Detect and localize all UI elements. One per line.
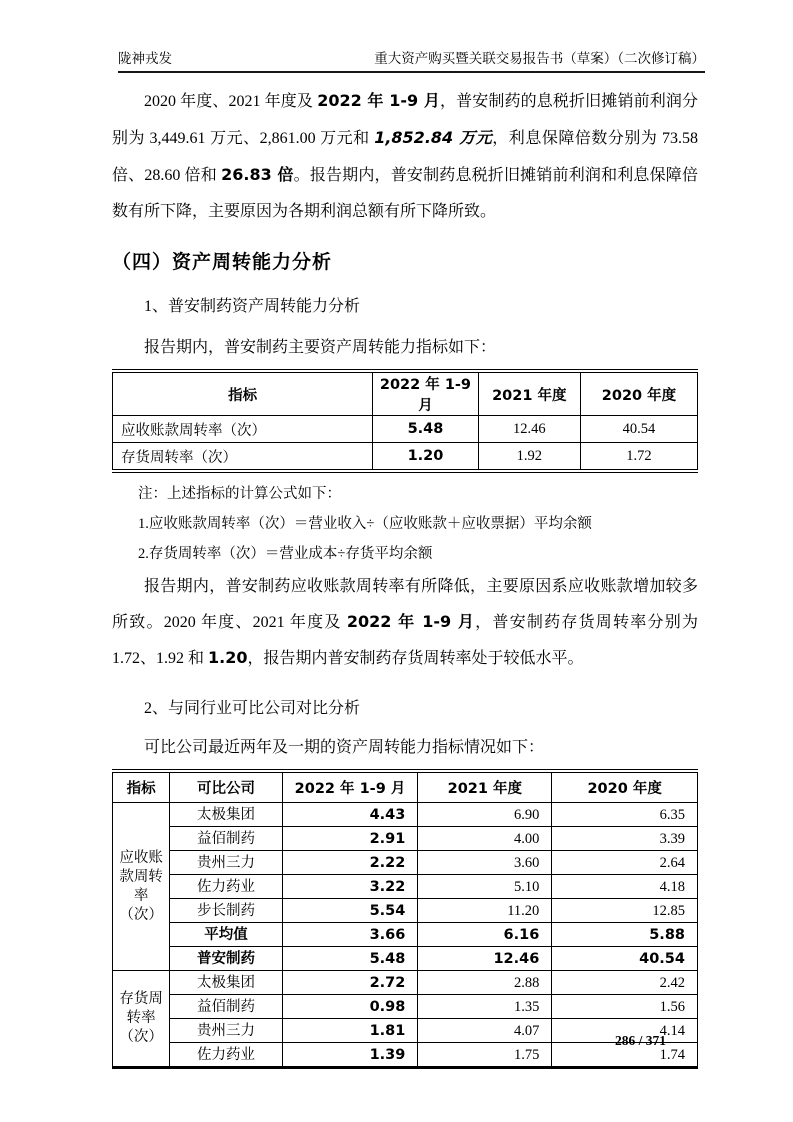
note-line: 1.应收账款周转率（次）＝营业收入÷（应收账款＋应收票据）平均余额 xyxy=(138,516,592,532)
value-cell: 4.18 xyxy=(552,875,698,899)
company-name-cell: 太极集团 xyxy=(170,971,282,995)
company-name-cell: 太极集团 xyxy=(170,803,282,827)
table-row xyxy=(113,827,698,851)
value-cell: 1.81 xyxy=(282,1019,418,1043)
indicator-label-cell: 应收账款周转率（次） xyxy=(113,416,373,443)
note-line: 注：上述指标的计算公式如下： xyxy=(138,486,341,502)
table-row xyxy=(113,1019,698,1043)
value-cell: 1.35 xyxy=(418,995,552,1019)
page-number: 286 / 371 xyxy=(614,1033,666,1048)
text-run: ，报告期内普安制药存货周转率处于较低水平。 xyxy=(247,650,584,667)
value-cell: 3.66 xyxy=(282,923,418,947)
text-run: 。报告期内，普安制药息税折旧摊销前利润和利息保障倍数有所下降，主要原因为各期利润总额有所下降所致。 xyxy=(112,167,698,220)
value-cell: 11.20 xyxy=(418,899,552,923)
company-name-cell: 佐力药业 xyxy=(170,1043,282,1068)
value-cell: 3.39 xyxy=(552,827,698,851)
value-cell: 1.56 xyxy=(552,995,698,1019)
text-run: ，普安制药存货周转率分别为 1.72、1.92 和 xyxy=(112,614,698,667)
value-cell: 5.54 xyxy=(282,899,418,923)
column-header: 2021 年度 xyxy=(418,771,552,803)
peer-comparison-table xyxy=(112,769,698,1069)
value-cell: 1.72 xyxy=(580,443,697,472)
value-cell: 12.46 xyxy=(478,416,580,443)
column-header: 2022 年 1-9 月 xyxy=(282,771,418,803)
header-company-name: 陇神戎发 xyxy=(118,51,172,66)
company-name-cell: 益佰制药 xyxy=(170,995,282,1019)
page-content xyxy=(112,73,698,1069)
value-cell: 12.85 xyxy=(552,899,698,923)
company-name-cell: 益佰制药 xyxy=(170,827,282,851)
table1-body xyxy=(113,416,698,472)
column-header: 2022 年 1-9 月 xyxy=(373,371,478,416)
value-cell: 1.20 xyxy=(373,443,478,472)
paragraph-turnover-commentary xyxy=(112,569,698,676)
company-name-cell: 步长制药 xyxy=(170,899,282,923)
column-header: 2020 年度 xyxy=(580,371,697,416)
text-run: 报告期内，普安制药应收账款周转率有所降低，主要原因系应收账款增加较多所致。2020 年度、2021 年度及 xyxy=(112,578,698,631)
value-cell: 40.54 xyxy=(580,416,697,443)
value-cell: 4.43 xyxy=(282,803,418,827)
value-cell: 2.22 xyxy=(282,851,418,875)
company-name-cell: 佐力药业 xyxy=(170,875,282,899)
value-cell: 5.10 xyxy=(418,875,552,899)
value-cell: 2.88 xyxy=(418,971,552,995)
emphasis-text: 1,852.84 万元 xyxy=(374,128,493,147)
paragraph-ebitda-analysis xyxy=(112,83,698,230)
value-cell: 0.98 xyxy=(282,995,418,1019)
header-report-title: 重大资产购买暨关联交易报告书（草案）（二次修订稿） xyxy=(374,51,705,66)
column-header: 2020 年度 xyxy=(552,771,698,803)
value-cell: 4.14 xyxy=(552,1019,698,1043)
table-row xyxy=(113,875,698,899)
value-cell: 6.16 xyxy=(418,923,552,947)
table-row xyxy=(113,899,698,923)
value-cell: 1.92 xyxy=(478,443,580,472)
value-cell: 4.00 xyxy=(418,827,552,851)
text-run: ，利息保障倍数分别为 73.58 倍、28.60 倍和 xyxy=(112,130,698,184)
company-name-cell: 普安制药 xyxy=(170,947,282,971)
value-cell: 3.22 xyxy=(282,875,418,899)
value-cell: 2.42 xyxy=(552,971,698,995)
value-cell: 1.39 xyxy=(282,1043,418,1068)
value-cell: 40.54 xyxy=(552,947,698,971)
value-cell: 1.75 xyxy=(418,1043,552,1068)
turnover-indicator-table xyxy=(112,369,698,473)
table-notes xyxy=(138,479,698,569)
indicator-label-cell: 存货周转率（次） xyxy=(113,443,373,472)
company-name-cell: 平均值 xyxy=(170,923,282,947)
company-name-cell: 贵州三力 xyxy=(170,1019,282,1043)
table-row xyxy=(113,803,698,827)
value-cell: 4.07 xyxy=(418,1019,552,1043)
table-row xyxy=(113,416,698,443)
table-row xyxy=(113,851,698,875)
text-run: ，普安制药的息税折旧摊销前利润分别为 3,449.61 万元、2,861.00 万元和 xyxy=(112,93,698,147)
column-header: 可比公司 xyxy=(170,771,282,803)
paragraph-table1-intro: 报告期内，普安制药主要资产周转能力指标如下： xyxy=(144,339,497,356)
table2-body xyxy=(113,803,698,1068)
value-cell: 5.48 xyxy=(373,416,478,443)
value-cell: 1.74 xyxy=(552,1043,698,1068)
indicator-group-label-cell: 存货周 转率 （次） xyxy=(113,971,170,1068)
column-header: 指标 xyxy=(113,771,170,803)
column-header: 指标 xyxy=(113,371,373,416)
value-cell: 12.46 xyxy=(418,947,552,971)
value-cell: 6.35 xyxy=(552,803,698,827)
table-row xyxy=(113,923,698,947)
table-row xyxy=(113,995,698,1019)
table-row xyxy=(113,947,698,971)
value-cell: 2.91 xyxy=(282,827,418,851)
value-cell: 2.64 xyxy=(552,851,698,875)
value-cell: 3.60 xyxy=(418,851,552,875)
paragraph-table2-intro: 可比公司最近两年及一期的资产周转能力指标情况如下： xyxy=(144,739,545,756)
table-row xyxy=(113,1043,698,1068)
page-header xyxy=(118,0,705,73)
table-row xyxy=(113,443,698,472)
table1-header-row xyxy=(113,371,698,416)
text-run: 2020 年度、2021 年度及 xyxy=(144,93,318,110)
table-row xyxy=(113,971,698,995)
subheading-1-puan-turnover: 1、普安制药资产周转能力分析 xyxy=(144,298,361,315)
emphasis-text: 26.83 倍 xyxy=(221,165,294,184)
value-cell: 5.88 xyxy=(552,923,698,947)
emphasis-text: 2022 年 1-9 月 xyxy=(346,612,476,631)
emphasis-text: 1.20 xyxy=(208,648,248,667)
column-header: 2021 年度 xyxy=(478,371,580,416)
value-cell: 2.72 xyxy=(282,971,418,995)
value-cell: 6.90 xyxy=(418,803,552,827)
value-cell: 5.48 xyxy=(282,947,418,971)
company-name-cell: 贵州三力 xyxy=(170,851,282,875)
indicator-group-label-cell: 应收账 款周转 率 （次） xyxy=(113,803,170,971)
table2-header-row xyxy=(113,771,698,803)
subheading-2-peer-comparison: 2、与同行业可比公司对比分析 xyxy=(144,700,361,717)
note-line: 2.存货周转率（次）＝营业成本÷存货平均余额 xyxy=(138,546,433,562)
section-heading-asset-turnover: （四）资产周转能力分析 xyxy=(112,251,333,273)
emphasis-text: 2022 年 1-9 月 xyxy=(317,91,440,110)
